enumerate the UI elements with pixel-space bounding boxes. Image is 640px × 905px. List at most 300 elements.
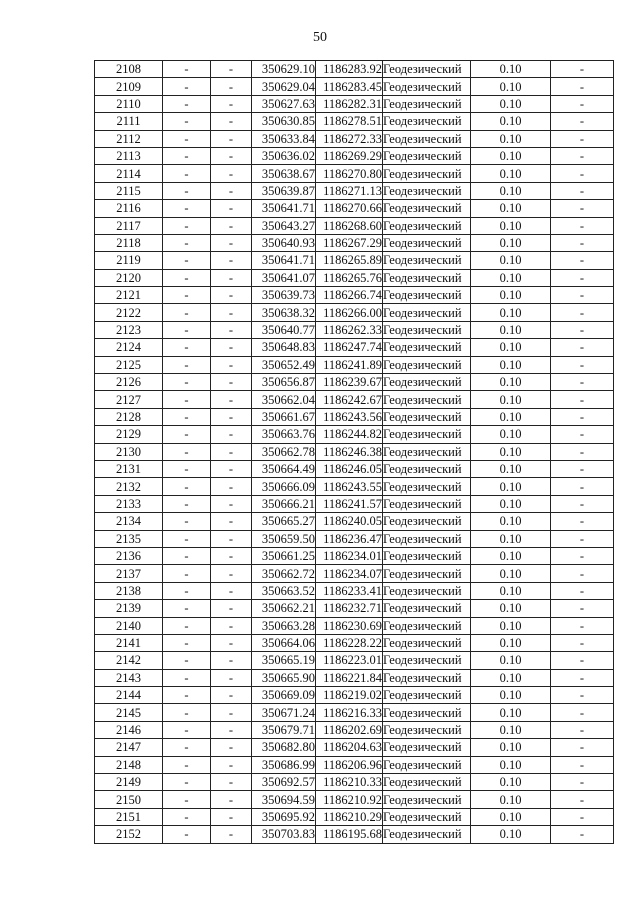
- accuracy-cell: 0.10: [471, 460, 551, 477]
- note-cell: -: [551, 61, 614, 78]
- point-number-cell: 2147: [95, 739, 163, 756]
- old-y-cell: -: [211, 234, 252, 251]
- x-coordinate-cell: 350627.63: [252, 95, 316, 112]
- old-x-cell: -: [163, 791, 211, 808]
- y-coordinate-cell: 1186230.69: [316, 617, 383, 634]
- x-coordinate-cell: 350664.49: [252, 460, 316, 477]
- y-coordinate-cell: 1186234.01: [316, 547, 383, 564]
- x-coordinate-cell: 350694.59: [252, 791, 316, 808]
- accuracy-cell: 0.10: [471, 617, 551, 634]
- point-number-cell: 2143: [95, 669, 163, 686]
- table-row: [95, 443, 614, 460]
- accuracy-cell: 0.10: [471, 113, 551, 130]
- y-coordinate-cell: 1186267.29: [316, 234, 383, 251]
- point-number-cell: 2131: [95, 460, 163, 477]
- x-coordinate-cell: 350703.83: [252, 826, 316, 843]
- old-x-cell: -: [163, 704, 211, 721]
- old-x-cell: -: [163, 582, 211, 599]
- accuracy-cell: 0.10: [471, 530, 551, 547]
- note-cell: -: [551, 147, 614, 164]
- y-coordinate-cell: 1186202.69: [316, 721, 383, 738]
- note-cell: -: [551, 774, 614, 791]
- x-coordinate-cell: 350661.25: [252, 547, 316, 564]
- y-coordinate-cell: 1186223.01: [316, 652, 383, 669]
- table-row: [95, 600, 614, 617]
- method-cell: Геодезический: [383, 495, 471, 512]
- y-coordinate-cell: 1186246.38: [316, 443, 383, 460]
- y-coordinate-cell: 1186270.66: [316, 200, 383, 217]
- old-y-cell: -: [211, 460, 252, 477]
- point-number-cell: 2116: [95, 200, 163, 217]
- table-row: [95, 426, 614, 443]
- point-number-cell: 2137: [95, 565, 163, 582]
- x-coordinate-cell: 350636.02: [252, 147, 316, 164]
- x-coordinate-cell: 350686.99: [252, 756, 316, 773]
- y-coordinate-cell: 1186206.96: [316, 756, 383, 773]
- accuracy-cell: 0.10: [471, 774, 551, 791]
- y-coordinate-cell: 1186278.51: [316, 113, 383, 130]
- note-cell: -: [551, 826, 614, 843]
- table-row: [95, 130, 614, 147]
- method-cell: Геодезический: [383, 165, 471, 182]
- method-cell: Геодезический: [383, 95, 471, 112]
- old-y-cell: -: [211, 61, 252, 78]
- table-row: [95, 304, 614, 321]
- point-number-cell: 2126: [95, 374, 163, 391]
- x-coordinate-cell: 350669.09: [252, 687, 316, 704]
- old-x-cell: -: [163, 269, 211, 286]
- x-coordinate-cell: 350630.85: [252, 113, 316, 130]
- old-x-cell: -: [163, 600, 211, 617]
- point-number-cell: 2119: [95, 252, 163, 269]
- point-number-cell: 2121: [95, 287, 163, 304]
- accuracy-cell: 0.10: [471, 356, 551, 373]
- y-coordinate-cell: 1186241.89: [316, 356, 383, 373]
- point-number-cell: 2118: [95, 234, 163, 251]
- x-coordinate-cell: 350671.24: [252, 704, 316, 721]
- note-cell: -: [551, 634, 614, 651]
- old-y-cell: -: [211, 321, 252, 338]
- method-cell: Геодезический: [383, 426, 471, 443]
- x-coordinate-cell: 350643.27: [252, 217, 316, 234]
- old-y-cell: -: [211, 165, 252, 182]
- x-coordinate-cell: 350629.10: [252, 61, 316, 78]
- accuracy-cell: 0.10: [471, 634, 551, 651]
- table-row: [95, 234, 614, 251]
- x-coordinate-cell: 350640.77: [252, 321, 316, 338]
- accuracy-cell: 0.10: [471, 374, 551, 391]
- method-cell: Геодезический: [383, 808, 471, 825]
- y-coordinate-cell: 1186236.47: [316, 530, 383, 547]
- point-number-cell: 2144: [95, 687, 163, 704]
- point-number-cell: 2127: [95, 391, 163, 408]
- note-cell: -: [551, 669, 614, 686]
- old-y-cell: -: [211, 304, 252, 321]
- accuracy-cell: 0.10: [471, 252, 551, 269]
- note-cell: -: [551, 95, 614, 112]
- old-y-cell: -: [211, 826, 252, 843]
- x-coordinate-cell: 350679.71: [252, 721, 316, 738]
- accuracy-cell: 0.10: [471, 565, 551, 582]
- table-row: [95, 391, 614, 408]
- table-row: [95, 721, 614, 738]
- accuracy-cell: 0.10: [471, 687, 551, 704]
- method-cell: Геодезический: [383, 113, 471, 130]
- y-coordinate-cell: 1186282.31: [316, 95, 383, 112]
- note-cell: -: [551, 374, 614, 391]
- point-number-cell: 2124: [95, 339, 163, 356]
- old-x-cell: -: [163, 408, 211, 425]
- point-number-cell: 2117: [95, 217, 163, 234]
- x-coordinate-cell: 350639.73: [252, 287, 316, 304]
- x-coordinate-cell: 350638.32: [252, 304, 316, 321]
- old-y-cell: -: [211, 147, 252, 164]
- table-row: [95, 808, 614, 825]
- old-x-cell: -: [163, 391, 211, 408]
- table-row: [95, 652, 614, 669]
- old-x-cell: -: [163, 478, 211, 495]
- y-coordinate-cell: 1186239.67: [316, 374, 383, 391]
- note-cell: -: [551, 426, 614, 443]
- y-coordinate-cell: 1186283.45: [316, 78, 383, 95]
- accuracy-cell: 0.10: [471, 826, 551, 843]
- old-y-cell: -: [211, 495, 252, 512]
- accuracy-cell: 0.10: [471, 408, 551, 425]
- method-cell: Геодезический: [383, 321, 471, 338]
- note-cell: -: [551, 791, 614, 808]
- method-cell: Геодезический: [383, 739, 471, 756]
- old-x-cell: -: [163, 356, 211, 373]
- note-cell: -: [551, 113, 614, 130]
- y-coordinate-cell: 1186246.05: [316, 460, 383, 477]
- method-cell: Геодезический: [383, 756, 471, 773]
- table-row: [95, 669, 614, 686]
- method-cell: Геодезический: [383, 61, 471, 78]
- method-cell: Геодезический: [383, 147, 471, 164]
- accuracy-cell: 0.10: [471, 443, 551, 460]
- method-cell: Геодезический: [383, 391, 471, 408]
- method-cell: Геодезический: [383, 617, 471, 634]
- note-cell: -: [551, 687, 614, 704]
- old-y-cell: -: [211, 756, 252, 773]
- table-row: [95, 374, 614, 391]
- method-cell: Геодезический: [383, 600, 471, 617]
- old-y-cell: -: [211, 95, 252, 112]
- method-cell: Геодезический: [383, 774, 471, 791]
- old-x-cell: -: [163, 113, 211, 130]
- point-number-cell: 2142: [95, 652, 163, 669]
- method-cell: Геодезический: [383, 791, 471, 808]
- old-y-cell: -: [211, 669, 252, 686]
- method-cell: Геодезический: [383, 547, 471, 564]
- coordinates-table-body: [95, 61, 614, 844]
- note-cell: -: [551, 165, 614, 182]
- table-row: [95, 791, 614, 808]
- accuracy-cell: 0.10: [471, 200, 551, 217]
- y-coordinate-cell: 1186247.74: [316, 339, 383, 356]
- y-coordinate-cell: 1186283.92: [316, 61, 383, 78]
- accuracy-cell: 0.10: [471, 61, 551, 78]
- point-number-cell: 2136: [95, 547, 163, 564]
- note-cell: -: [551, 443, 614, 460]
- x-coordinate-cell: 350695.92: [252, 808, 316, 825]
- y-coordinate-cell: 1186270.80: [316, 165, 383, 182]
- old-y-cell: -: [211, 774, 252, 791]
- old-y-cell: -: [211, 530, 252, 547]
- old-x-cell: -: [163, 530, 211, 547]
- old-x-cell: -: [163, 95, 211, 112]
- method-cell: Геодезический: [383, 565, 471, 582]
- accuracy-cell: 0.10: [471, 547, 551, 564]
- table-row: [95, 165, 614, 182]
- old-x-cell: -: [163, 217, 211, 234]
- table-row: [95, 78, 614, 95]
- accuracy-cell: 0.10: [471, 513, 551, 530]
- note-cell: -: [551, 182, 614, 199]
- old-y-cell: -: [211, 408, 252, 425]
- old-y-cell: -: [211, 200, 252, 217]
- table-row: [95, 617, 614, 634]
- old-x-cell: -: [163, 339, 211, 356]
- page-number: 50: [313, 30, 327, 45]
- table-row: [95, 200, 614, 217]
- x-coordinate-cell: 350665.19: [252, 652, 316, 669]
- method-cell: Геодезический: [383, 826, 471, 843]
- method-cell: Геодезический: [383, 634, 471, 651]
- accuracy-cell: 0.10: [471, 95, 551, 112]
- y-coordinate-cell: 1186228.22: [316, 634, 383, 651]
- x-coordinate-cell: 350641.71: [252, 252, 316, 269]
- accuracy-cell: 0.10: [471, 721, 551, 738]
- accuracy-cell: 0.10: [471, 78, 551, 95]
- point-number-cell: 2132: [95, 478, 163, 495]
- table-row: [95, 408, 614, 425]
- y-coordinate-cell: 1186219.02: [316, 687, 383, 704]
- point-number-cell: 2128: [95, 408, 163, 425]
- point-number-cell: 2146: [95, 721, 163, 738]
- table-row: [95, 95, 614, 112]
- old-x-cell: -: [163, 495, 211, 512]
- old-y-cell: -: [211, 634, 252, 651]
- x-coordinate-cell: 350663.76: [252, 426, 316, 443]
- method-cell: Геодезический: [383, 460, 471, 477]
- x-coordinate-cell: 350665.90: [252, 669, 316, 686]
- method-cell: Геодезический: [383, 374, 471, 391]
- old-x-cell: -: [163, 460, 211, 477]
- table-row: [95, 756, 614, 773]
- old-x-cell: -: [163, 756, 211, 773]
- x-coordinate-cell: 350640.93: [252, 234, 316, 251]
- old-y-cell: -: [211, 617, 252, 634]
- point-number-cell: 2111: [95, 113, 163, 130]
- y-coordinate-cell: 1186195.68: [316, 826, 383, 843]
- accuracy-cell: 0.10: [471, 321, 551, 338]
- method-cell: Геодезический: [383, 704, 471, 721]
- old-y-cell: -: [211, 652, 252, 669]
- accuracy-cell: 0.10: [471, 304, 551, 321]
- accuracy-cell: 0.10: [471, 791, 551, 808]
- x-coordinate-cell: 350692.57: [252, 774, 316, 791]
- note-cell: -: [551, 252, 614, 269]
- table-row: [95, 826, 614, 843]
- coordinates-table: [94, 60, 614, 844]
- y-coordinate-cell: 1186204.63: [316, 739, 383, 756]
- old-x-cell: -: [163, 721, 211, 738]
- old-x-cell: -: [163, 443, 211, 460]
- note-cell: -: [551, 547, 614, 564]
- x-coordinate-cell: 350682.80: [252, 739, 316, 756]
- old-y-cell: -: [211, 78, 252, 95]
- old-y-cell: -: [211, 739, 252, 756]
- method-cell: Геодезический: [383, 234, 471, 251]
- table-row: [95, 774, 614, 791]
- point-number-cell: 2115: [95, 182, 163, 199]
- x-coordinate-cell: 350663.28: [252, 617, 316, 634]
- table-row: [95, 339, 614, 356]
- old-x-cell: -: [163, 200, 211, 217]
- y-coordinate-cell: 1186244.82: [316, 426, 383, 443]
- old-y-cell: -: [211, 513, 252, 530]
- note-cell: -: [551, 513, 614, 530]
- old-x-cell: -: [163, 147, 211, 164]
- method-cell: Геодезический: [383, 478, 471, 495]
- note-cell: -: [551, 652, 614, 669]
- old-y-cell: -: [211, 582, 252, 599]
- note-cell: -: [551, 130, 614, 147]
- accuracy-cell: 0.10: [471, 808, 551, 825]
- note-cell: -: [551, 339, 614, 356]
- accuracy-cell: 0.10: [471, 478, 551, 495]
- y-coordinate-cell: 1186243.55: [316, 478, 383, 495]
- y-coordinate-cell: 1186265.89: [316, 252, 383, 269]
- x-coordinate-cell: 350652.49: [252, 356, 316, 373]
- note-cell: -: [551, 356, 614, 373]
- old-x-cell: -: [163, 234, 211, 251]
- accuracy-cell: 0.10: [471, 391, 551, 408]
- x-coordinate-cell: 350662.78: [252, 443, 316, 460]
- method-cell: Геодезический: [383, 721, 471, 738]
- old-y-cell: -: [211, 547, 252, 564]
- old-y-cell: -: [211, 269, 252, 286]
- old-x-cell: -: [163, 304, 211, 321]
- accuracy-cell: 0.10: [471, 669, 551, 686]
- table-row: [95, 61, 614, 78]
- method-cell: Геодезический: [383, 513, 471, 530]
- note-cell: -: [551, 704, 614, 721]
- y-coordinate-cell: 1186233.41: [316, 582, 383, 599]
- note-cell: -: [551, 617, 614, 634]
- old-y-cell: -: [211, 374, 252, 391]
- x-coordinate-cell: 350666.21: [252, 495, 316, 512]
- y-coordinate-cell: 1186265.76: [316, 269, 383, 286]
- old-x-cell: -: [163, 774, 211, 791]
- table-row: [95, 634, 614, 651]
- point-number-cell: 2140: [95, 617, 163, 634]
- note-cell: -: [551, 495, 614, 512]
- table-row: [95, 287, 614, 304]
- old-y-cell: -: [211, 721, 252, 738]
- old-x-cell: -: [163, 739, 211, 756]
- table-row: [95, 269, 614, 286]
- y-coordinate-cell: 1186272.33: [316, 130, 383, 147]
- note-cell: -: [551, 582, 614, 599]
- note-cell: -: [551, 565, 614, 582]
- old-y-cell: -: [211, 791, 252, 808]
- old-x-cell: -: [163, 634, 211, 651]
- y-coordinate-cell: 1186268.60: [316, 217, 383, 234]
- point-number-cell: 2151: [95, 808, 163, 825]
- accuracy-cell: 0.10: [471, 426, 551, 443]
- note-cell: -: [551, 808, 614, 825]
- x-coordinate-cell: 350633.84: [252, 130, 316, 147]
- y-coordinate-cell: 1186232.71: [316, 600, 383, 617]
- x-coordinate-cell: 350662.21: [252, 600, 316, 617]
- old-x-cell: -: [163, 513, 211, 530]
- method-cell: Геодезический: [383, 356, 471, 373]
- accuracy-cell: 0.10: [471, 600, 551, 617]
- accuracy-cell: 0.10: [471, 339, 551, 356]
- note-cell: -: [551, 530, 614, 547]
- accuracy-cell: 0.10: [471, 182, 551, 199]
- x-coordinate-cell: 350666.09: [252, 478, 316, 495]
- y-coordinate-cell: 1186269.29: [316, 147, 383, 164]
- table-row: [95, 530, 614, 547]
- y-coordinate-cell: 1186262.33: [316, 321, 383, 338]
- note-cell: -: [551, 391, 614, 408]
- table-row: [95, 182, 614, 199]
- old-y-cell: -: [211, 339, 252, 356]
- old-x-cell: -: [163, 426, 211, 443]
- table-row: [95, 547, 614, 564]
- method-cell: Геодезический: [383, 652, 471, 669]
- old-y-cell: -: [211, 704, 252, 721]
- table-row: [95, 478, 614, 495]
- point-number-cell: 2150: [95, 791, 163, 808]
- old-x-cell: -: [163, 182, 211, 199]
- method-cell: Геодезический: [383, 530, 471, 547]
- table-row: [95, 217, 614, 234]
- point-number-cell: 2123: [95, 321, 163, 338]
- note-cell: -: [551, 287, 614, 304]
- x-coordinate-cell: 350648.83: [252, 339, 316, 356]
- accuracy-cell: 0.10: [471, 130, 551, 147]
- old-x-cell: -: [163, 78, 211, 95]
- old-y-cell: -: [211, 808, 252, 825]
- method-cell: Геодезический: [383, 669, 471, 686]
- method-cell: Геодезический: [383, 252, 471, 269]
- old-x-cell: -: [163, 61, 211, 78]
- accuracy-cell: 0.10: [471, 582, 551, 599]
- table-row: [95, 495, 614, 512]
- point-number-cell: 2152: [95, 826, 163, 843]
- note-cell: -: [551, 321, 614, 338]
- method-cell: Геодезический: [383, 287, 471, 304]
- y-coordinate-cell: 1186271.13: [316, 182, 383, 199]
- note-cell: -: [551, 600, 614, 617]
- point-number-cell: 2133: [95, 495, 163, 512]
- old-y-cell: -: [211, 217, 252, 234]
- note-cell: -: [551, 408, 614, 425]
- accuracy-cell: 0.10: [471, 652, 551, 669]
- y-coordinate-cell: 1186241.57: [316, 495, 383, 512]
- y-coordinate-cell: 1186240.05: [316, 513, 383, 530]
- old-y-cell: -: [211, 182, 252, 199]
- table-row: [95, 147, 614, 164]
- note-cell: -: [551, 460, 614, 477]
- point-number-cell: 2110: [95, 95, 163, 112]
- note-cell: -: [551, 78, 614, 95]
- note-cell: -: [551, 478, 614, 495]
